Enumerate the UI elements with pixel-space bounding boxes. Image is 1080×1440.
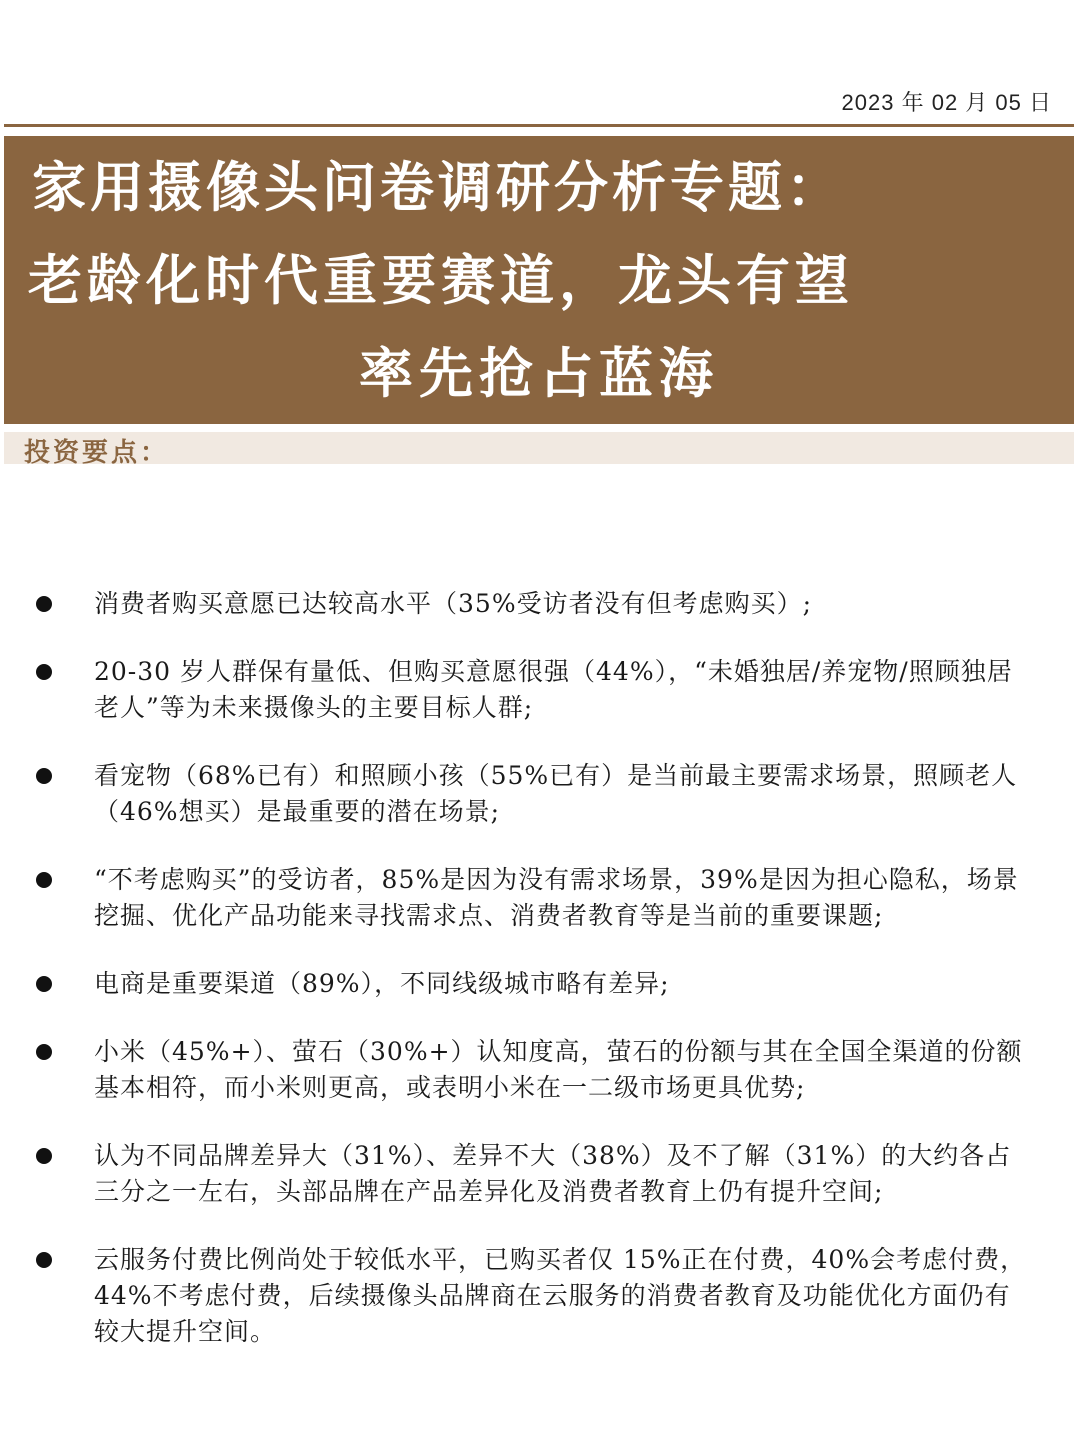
title-line-2: 老龄化时代重要赛道，龙头有望 xyxy=(28,248,854,312)
bullet-icon xyxy=(36,1148,52,1164)
point-text: 看宠物（68%已有）和照顾小孩（55%已有）是当前最主要需求场景，照顾老人（46%想买）是最重要的潜在场景; xyxy=(94,761,1018,826)
point-text: 消费者购买意愿已达较高水平（35%受访者没有但考虑购买）; xyxy=(94,589,812,618)
bullet-icon xyxy=(36,768,52,784)
bullet-icon xyxy=(36,872,52,888)
point-text: 电商是重要渠道（89%），不同线级城市略有差异; xyxy=(94,969,670,998)
point-text: 20-30 岁人群保有量低、但购买意愿很强（44%），“未婚独居/养宠物/照顾独居老人”等为未来摄像头的主要目标人群; xyxy=(94,657,1013,722)
list-item xyxy=(0,1034,1080,1106)
bullet-icon xyxy=(36,976,52,992)
list-item xyxy=(0,758,1080,830)
investment-highlights-label: 投资要点： xyxy=(24,438,170,464)
header-divider xyxy=(4,124,1074,127)
bullet-icon xyxy=(36,1252,52,1268)
report-date: 2023 年 02 月 05 日 xyxy=(841,90,1052,115)
title-line-1: 家用摄像头问卷调研分析专题： xyxy=(32,155,844,219)
bullet-icon xyxy=(36,1044,52,1060)
key-points-list xyxy=(0,586,1080,1382)
bullet-icon xyxy=(36,664,52,680)
point-text: 小米（45%+）、萤石（30%+）认知度高，萤石的份额与其在全国全渠道的份额基本相符，而小米则更高，或表明小米在一二级市场更具优势; xyxy=(94,1037,1023,1102)
list-item xyxy=(0,1242,1080,1350)
list-item xyxy=(0,862,1080,934)
bullet-icon xyxy=(36,596,52,612)
investment-highlights-bar xyxy=(4,432,1074,464)
list-item xyxy=(0,1138,1080,1210)
list-item xyxy=(0,966,1080,1002)
point-text: 认为不同品牌差异大（31%）、差异不大（38%）及不了解（31%）的大约各占三分之一左右，头部品牌在产品差异化及消费者教育上仍有提升空间; xyxy=(94,1141,1012,1206)
point-text: “不考虑购买”的受访者，85%是因为没有需求场景，39%是因为担心隐私，场景挖掘、优化产品功能来寻找需求点、消费者教育等是当前的重要课题; xyxy=(94,865,1019,930)
list-item xyxy=(0,654,1080,726)
title-line-3: 率先抢占蓝海 xyxy=(359,341,719,405)
title-banner xyxy=(4,136,1074,424)
point-text: 云服务付费比例尚处于较低水平，已购买者仅 15%正在付费，40%会考虑付费，44%不考虑付费，后续摄像头品牌商在云服务的消费者教育及功能优化方面仍有较大提升空间。 xyxy=(94,1245,1027,1346)
list-item xyxy=(0,586,1080,622)
